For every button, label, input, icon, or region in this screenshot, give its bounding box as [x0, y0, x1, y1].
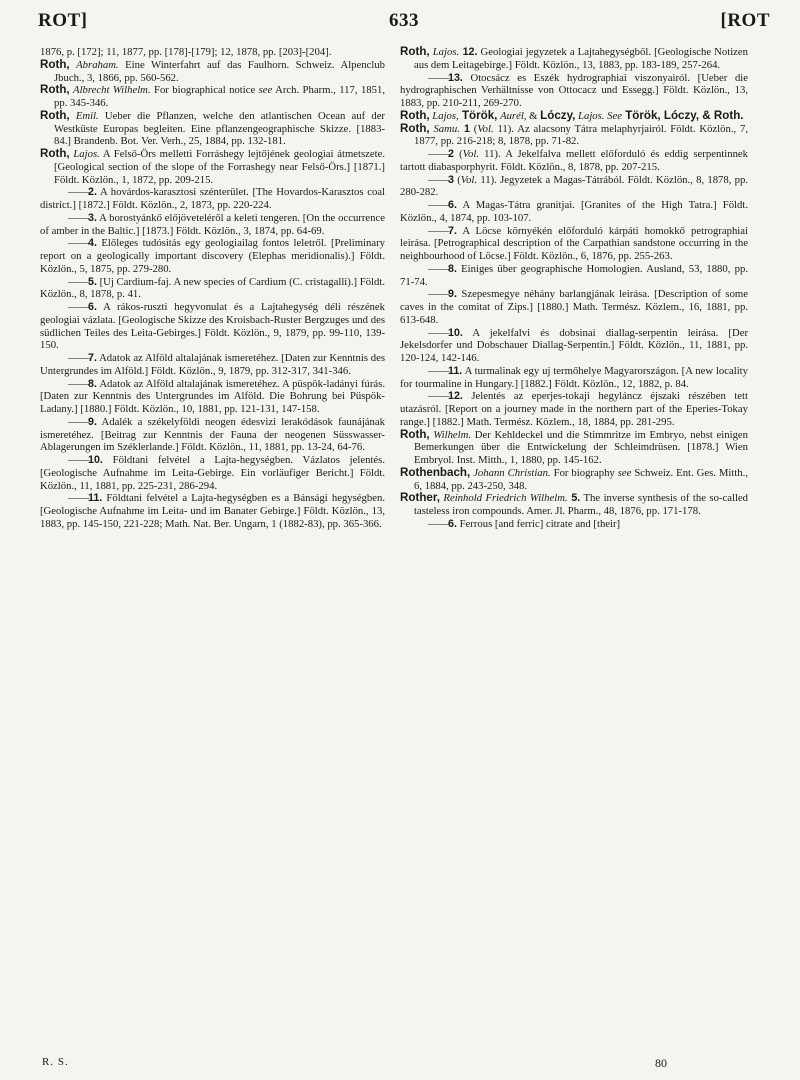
sub-entry: ——8. Adatok az Alföld altalajának ismeretéhez. A püspök-ladányi fúrás. [Daten zur Kenntnis des Untergrundes im Alföld. Die Bohrung bei Püspök-Ladany.] [1880.] Földt. Közlön., 10, 1881, pp. 121-131, 147-158.	[40, 377, 385, 415]
entry-roth-torok-loczy: Roth, Lajos, Török, Aurél, & Lóczy, Lajos. See Török, Lóczy, & Roth.	[400, 108, 744, 122]
entry-roth-wilhelm: Roth, Wilhelm. Der Kehldeckel und die Stimmritze im Embryo, nebst einigen Bemerkungen über die Entwickelung der Schleimdrüsen. [1878.] Wien Embryol. Inst. Mitth., 1, 1880, pp. 145-162.	[400, 427, 748, 466]
header-right: [ROT	[720, 10, 770, 31]
sub-entry: ——9. Szepesmegye néhány barlangjának leirása. [Description of some caves in the comitat of Zips.] [1880.] Math. Termész. Közlem., 16, 1881, pp. 613-648.	[400, 288, 748, 326]
entry-roth-abraham: Roth, Abraham. Eine Winterfahrt auf das Faulhorn. Schweiz. Alpenclub Jbuch., 3, 1866, pp. 560-562.	[40, 57, 386, 84]
page-header	[38, 10, 770, 38]
sub-entry: ——10. Földtani felvétel a Lajta-hegységben. Vázlatos jelentés. [Geologische Aufnahme im Leita-Gebirge. Ein vorläufiger Bericht.] Földt. Közlön., 11, 1881, pp. 225-231, 286-294.	[40, 454, 385, 492]
sub-entry: ——2 (Vol. 11). A Jekelfalva mellett előforduló és eddig serpentinnek tartott diabasporphyrit. Földt. Közlön., 8, 1878, pp. 207-215.	[400, 148, 748, 173]
header-left: ROT]	[38, 10, 88, 31]
entry-roth-albrecht: Roth, Albrecht Wilhelm. For biographical notice see Arch. Pharm., 117, 1851, pp. 345-346.	[40, 83, 385, 109]
sub-entry: ——6. A rákos-ruszti hegyvonulat és a Lajtahegység déli részének geologiai vázlata. [Geologische Skizze des Kroisbach-Ruster Bergzuges und des südlichen Teiles des Leita-Gebirges.] Földt. Közlön., 9, 1879, pp. 99-110, 139-150.	[40, 301, 385, 352]
entry-roth-lajos-12: Roth, Lajos. 12. Geologiai jegyzetek a Lajtahegységből. [Geologische Notizen aus dem Leitagebirge.] Földt. Közlön., 13, 1883, pp. 183-189, 257-264.	[400, 45, 749, 71]
sub-entry: ——4. Előleges tudósitás egy geologiailag fontos leletről. [Preliminary report on a geologically important discovery (Elephas meridionalis).] Földt. Közlön., 5, 1875, pp. 279-280.	[40, 237, 385, 275]
sub-entry: ——3 (Vol. 11). Jegyzetek a Magas-Tátrából. Földt. Közlön., 8, 1878, pp. 280-282.	[400, 173, 748, 199]
footer-sheet-number: 80	[655, 1056, 667, 1070]
sub-entry: ——9. Adalék a székelyföldi neogen édesvizi lerakódások faunájának ismeretéhez. [Beitrag zur Kenntnis der Fauna der neogenen Süsswasser-Ablagerungen im Széklerlande.] Földt. Közlön., 11, 1881, pp. 13-24, 64-76.	[40, 415, 385, 454]
footer-signature: R. S.	[42, 1056, 69, 1068]
left-column	[40, 46, 385, 531]
entry-rothenbach: Rothenbach, Johann Christian. For biography see Schweiz. Ent. Ges. Mitth., 6, 1884, pp. 243-250, 348.	[400, 465, 748, 492]
sub-entry: ——11. Földtani felvétel a Lajta-hegységben es a Bánsági hegységben. [Geologische Aufnahme im Leita- und im Banater Gebirge.] Földt. Közlön., 13, 1883, pp. 145-150, 221-228; Math. Nat. Ber. Ungarn, 1 (1882-83), pp. 365-366.	[40, 492, 385, 530]
entry-roth-samu: Roth, Samu. 1 (Vol. 11). Az alacsony Tátra melaphyrjairól. Földt. Közlön., 7, 1877, pp. 216-218; 8, 1878, pp. 71-82.	[400, 121, 748, 148]
sub-entry: ——5. [Uj Cardium-faj. A new species of Cardium (C. cristagalli).] Földt. Közlön., 8, 1878, p. 41.	[40, 275, 385, 301]
entry-continuation: 1876, p. [172]; 11, 1877, pp. [178]-[179]; 12, 1878, pp. [203]-[204].	[40, 46, 332, 58]
page-number: 633	[389, 10, 419, 31]
entry-roth-lajos: Roth, Lajos. A Felső-Örs melletti Forráshegy lejtőjének geologiai átmetszete. [Geological section of the slope of the Forrashegy near Felső-Örs.] [1871.] Földt. Közlön., 1, 1872, pp. 209-215.	[40, 147, 385, 186]
sub-entry: ——10. A jekelfalvi és dobsinai diallag-serpentin leirása. [Der Jekelsdorfer und Dobschauer Diallag-Serpentin.] Földt. Közlön., 11, 1881, pp. 120-124, 142-146.	[400, 326, 748, 364]
entry-roth-emil: Roth, Emil. Ueber die Pflanzen, welche den atlantischen Ocean auf der Westküste Europas begleiten. Eine pflanzengeographische Skizze. [1883-84.] Brandenb. Bot. Ver. Verh., 25, 1884, pp. 132-181.	[40, 108, 385, 148]
sub-entry: ——11. A turmalinak egy uj termőhelye Magyarországon. [A new locality for tourmaline in Hungary.] [1882.] Földt. Közlön., 12, 1882, p. 84.	[400, 364, 748, 390]
entry-rother: Rother, Reinhold Friedrich Wilhelm. 5. The inverse synthesis of the so-called tasteless iron compounds. Amer. Jl. Pharm., 48, 1876, pp. 171-178.	[400, 491, 748, 517]
sub-entry: ——2. A hovárdos-karasztosi szénterület. [The Hovardos-Karasztos coal district.] [1872.] Földt. Közlön., 2, 1873, pp. 220-224.	[40, 186, 385, 211]
right-column	[400, 46, 748, 531]
sub-entry: ——7. A Löcse környékén előforduló kárpáti homokkő petrographiai leirása. [Petrographical description of the Carpathian sandstone occurring in the neighbourhood of Löcse.] Földt. Közlön., 6, 1876, pp. 255-263.	[400, 224, 748, 262]
sub-entry: ——13. Otocsácz es Eszék hydrographiai viszonyairól. [Ueber die hydrographischen Verhältnisse von Ottocacz und Essegg.] Földt. Közlön., 13, 1883, pp. 210-211, 269-270.	[400, 71, 748, 109]
sub-entry: ——12. Jelentés az eperjes-tokaji hegyláncz éjszaki részében tett utazásról. [Report on a journey made in the northern part of the Eperies-Tokay range.] [1882.] Math. Termész. Közlem., 18, 1884, pp. 281-295.	[400, 390, 748, 428]
sub-entry: ——6. A Magas-Tátra granitjai. [Granites of the High Tatra.] Földt. Közlön., 4, 1874, pp. 103-107.	[400, 199, 748, 224]
sub-entry: ——3. A borostyánkő előjöveteléről a keleti tengeren. [On the occurrence of amber in the Baltic.] [1873.] Földt. Közlön., 3, 1874, pp. 64-69.	[40, 211, 385, 237]
sub-entry: ——6. Ferrous [and ferric] citrate and [their]	[428, 517, 621, 530]
sub-entry: ——7. Adatok az Alföld altalajának ismeretéhez. [Daten zur Kenntnis des Untergrundes im Alföld.] Földt. Közlön., 9, 1879, pp. 312-317, 341-346.	[40, 352, 385, 377]
sub-entry: ——8. Einiges über geographische Homologien. Ausland, 53, 1880, pp. 71-74.	[400, 262, 748, 288]
